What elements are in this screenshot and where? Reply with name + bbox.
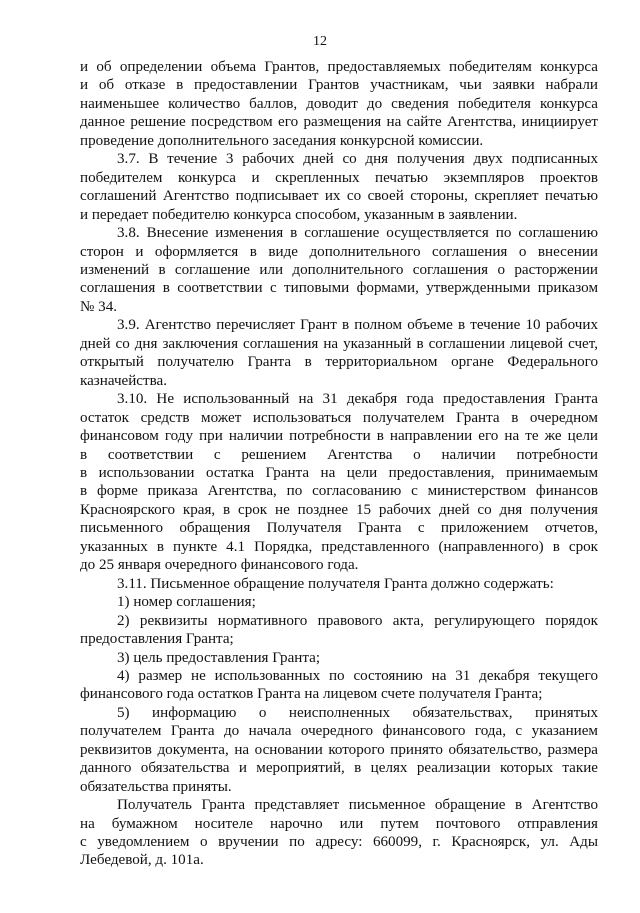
text-line: в использовании остатка Гранта на цели предоставления, принимаемым [80, 464, 598, 481]
text-line: казначейства. [80, 372, 168, 389]
text-line: в соответствии с решением Агентства о наличии потребности [80, 446, 598, 463]
paragraph [80, 58, 598, 150]
text-line: в форме приказа Агентства, по согласованию с министерством финансов [80, 483, 598, 500]
text-line: получателем Гранта до начала очередного финансового года, с указанием [80, 723, 598, 740]
text-line: реквизитов документа, на основании которого принято обязательство, размера [80, 741, 598, 758]
text-line: 3.8. Внесение изменения в соглашение осуществляется по соглашению [117, 225, 598, 242]
paragraph [80, 593, 598, 611]
text-line: 3.9. Агентство перечисляет Грант в полном объеме в течение 10 рабочих [117, 317, 598, 334]
text-line: финансовом году при наличии потребности в направлении его на те же цели [80, 428, 598, 445]
text-line: соглашений Агентство подписывает их со своей стороны, скрепляет печатью [80, 188, 598, 205]
text-line: предоставления Гранта; [80, 631, 234, 648]
text-line: 5) информацию о неисполненных обязательствах, принятых [117, 704, 598, 721]
text-line: и об отказе в предоставлении Грантов участникам, чьи заявки набрали [80, 77, 598, 94]
text-line: обязательства приняты. [80, 778, 232, 795]
text-line: проведение дополнительного заседания конкурсной комиссии. [80, 132, 484, 149]
paragraph [80, 649, 598, 667]
text-line: с уведомлением о вручении по адресу: 660099, г. Красноярск, ул. Ады [80, 834, 598, 851]
text-line: 3.7. В течение 3 рабочих дней со дня получения двух подписанных [117, 151, 598, 168]
text-line: сторон и оформляется в виде дополнительного соглашения о внесении [80, 243, 598, 260]
paragraph [80, 224, 598, 316]
text-line: и об определении объема Грантов, предоставляемых победителям конкурса [80, 59, 598, 75]
document-body [80, 58, 598, 870]
paragraph [80, 150, 598, 224]
paragraph [80, 390, 598, 575]
text-line: данное решение посредством его размещения на сайте Агентства, инициирует [80, 114, 598, 131]
text-line: финансового года остатков Гранта на лицевом счете получателя Гранта; [80, 686, 543, 703]
text-line: остаток средств может использоваться получателем Гранта в очередном [80, 409, 598, 426]
text-line: указанных в пункте 4.1 Порядка, представленного (направленного) в срок [80, 538, 598, 555]
text-line: данного обязательства и мероприятий, в целях реализации которых такие [80, 760, 598, 777]
text-line: Лебедевой, д. 101а. [80, 852, 204, 869]
text-line: 4) размер не использованных по состоянию на 31 декабря текущего [117, 667, 598, 684]
text-line: письменного обращения Получателя Гранта с приложением отчетов, [80, 520, 598, 537]
text-line: изменений в соглашение или дополнительного соглашения о расторжении [80, 261, 598, 278]
paragraph [80, 612, 598, 649]
text-line: 3.10. Не использованный на 31 декабря года предоставления Гранта [117, 391, 598, 408]
text-line: до 25 января очередного финансового года. [80, 557, 359, 574]
paragraph [80, 796, 598, 870]
text-line: дней со дня заключения соглашения на указанный в соглашении лицевой счет, [80, 335, 598, 352]
text-line: и передает победителю конкурса способом, указанным в заявлении. [80, 206, 518, 223]
text-line: 1) номер соглашения; [117, 594, 256, 611]
text-line: на бумажном носителе нарочно или путем почтового отправления [80, 815, 598, 832]
paragraph [80, 316, 598, 390]
text-line: 2) реквизиты нормативного правового акта, регулирующего порядок [117, 612, 598, 629]
paragraph [80, 704, 598, 796]
page-number: 12 [313, 34, 327, 49]
text-line: 3) цель предоставления Гранта; [117, 649, 321, 666]
text-line: наименьшее количество баллов, доводит до сведения победителя конкурса [80, 95, 598, 112]
paragraph [80, 575, 598, 593]
text-line: № 34. [80, 298, 118, 315]
text-line: открытый получателю Гранта в территориальном органе Федерального [80, 354, 598, 371]
text-line: победителем конкурса и скрепленных печатью экземпляров проектов [80, 169, 598, 186]
paragraph [80, 667, 598, 704]
text-line: 3.11. Письменное обращение получателя Гранта должно содержать: [117, 575, 554, 592]
text-line: соглашения в соответствии с типовыми формами, утвержденными приказом [80, 280, 598, 297]
text-line: Красноярского края, в срок не позднее 15 рабочих дней со дня получения [80, 501, 598, 518]
text-line: Получатель Гранта представляет письменное обращение в Агентство [117, 797, 598, 814]
